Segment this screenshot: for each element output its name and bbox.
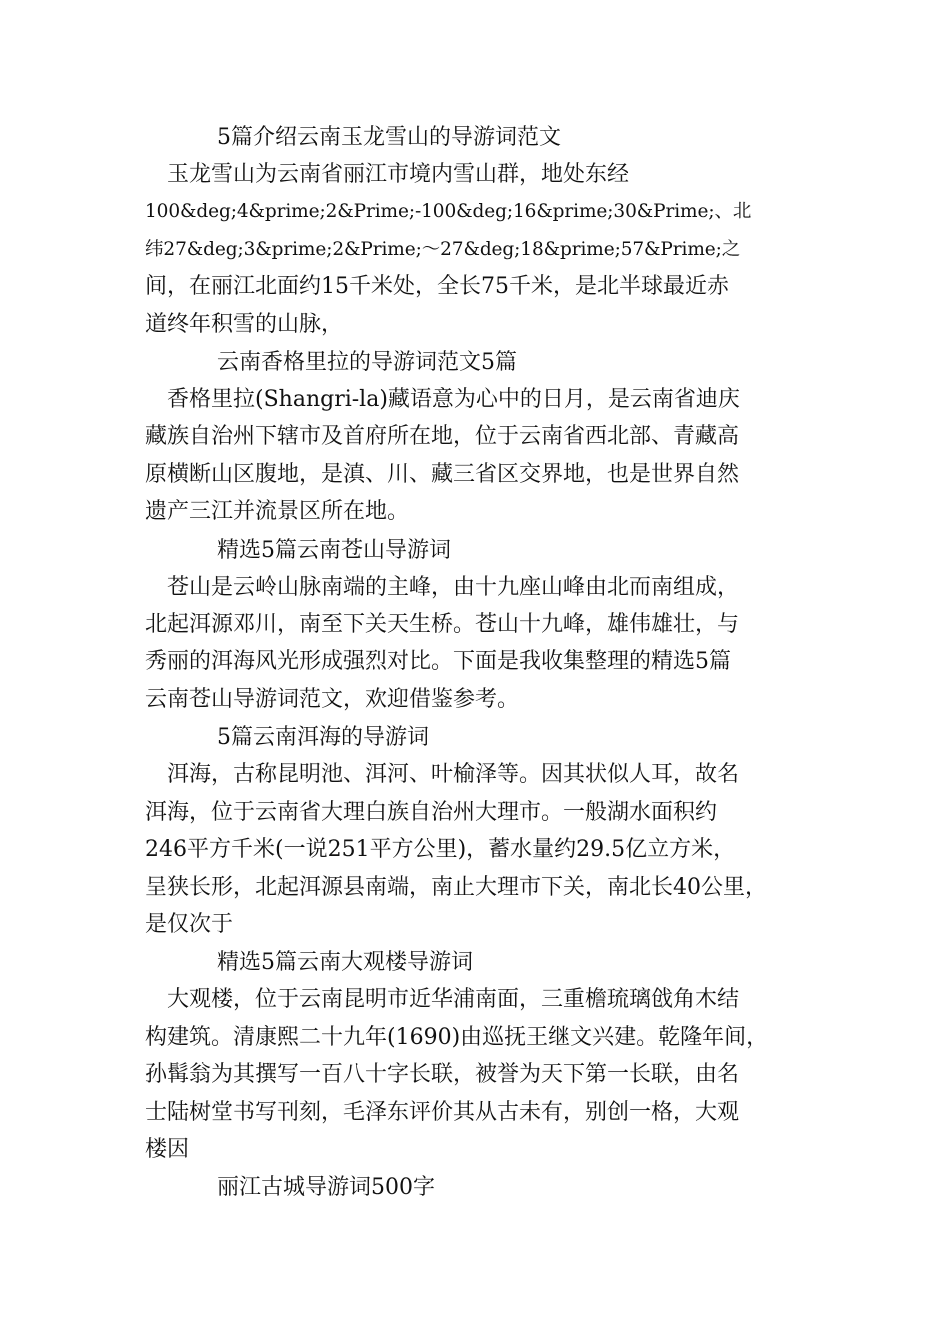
article-title[interactable]: 5篇云南洱海的导游词	[217, 725, 429, 751]
summary-line: 云南苍山导游词范文，欢迎借鉴参考。	[145, 686, 520, 712]
summary-line: 苍山是云岭山脉南端的主峰，由十九座山峰由北而南组成，	[167, 574, 740, 600]
summary-line: 洱海，古称昆明池、洱河、叶榆泽等。因其状似人耳，故名	[167, 762, 740, 788]
article-lijiang-old-town	[145, 1170, 815, 1206]
summary-line: 士陆树堂书写刊刻，毛泽东评价其从古未有，别创一格，大观	[145, 1099, 740, 1125]
document-body	[145, 120, 815, 1206]
summary-line: 秀丽的洱海风光形成强烈对比。下面是我收集整理的精选5篇	[145, 649, 731, 675]
article-title[interactable]: 丽江古城导游词500字	[217, 1175, 435, 1201]
article-cangshan	[145, 533, 815, 719]
summary-line: 楼因	[145, 1136, 190, 1162]
summary-line: 北起洱源邓川，南至下关天生桥。苍山十九峰，雄伟雄壮，与	[145, 612, 740, 638]
summary-line: 孙髯翁为其撰写一百八十字长联，被誉为天下第一长联，由名	[145, 1062, 740, 1088]
summary-line: 纬27&deg;3&prime;2&Prime;～27&deg;18&prime;57&Prime;之	[145, 238, 741, 260]
article-title[interactable]: 精选5篇云南大观楼导游词	[217, 950, 473, 976]
article-summary	[145, 569, 815, 719]
summary-line: 藏族自治州下辖市及首府所在地，位于云南省西北部、青藏高	[145, 424, 740, 450]
article-shangri-la	[145, 345, 815, 531]
summary-line: 玉龙雪山为云南省丽江市境内雪山群，地处东经	[167, 162, 630, 187]
article-daguan-tower	[145, 945, 815, 1168]
article-summary	[145, 981, 815, 1168]
article-summary	[145, 381, 815, 531]
summary-line: 呈狭长形，北起洱源县南端，南止大理市下关，南北长40公里，	[145, 874, 767, 900]
article-yulong-snow-mountain	[145, 120, 815, 343]
summary-line: 100&deg;4&prime;2&Prime;-100&deg;16&prime;30&Prime;、北	[145, 201, 752, 223]
article-title[interactable]: 5篇介绍云南玉龙雪山的导游词范文	[217, 125, 561, 150]
summary-line: 遗产三江并流景区所在地。	[145, 499, 410, 525]
summary-line: 道终年积雪的山脉，	[145, 311, 344, 337]
summary-line: 间，在丽江北面约15千米处，全长75千米，是北半球最近赤	[145, 274, 729, 300]
article-title[interactable]: 精选5篇云南苍山导游词	[217, 537, 451, 563]
summary-line: 大观楼，位于云南昆明市近华浦南面，三重檐琉璃戗角木结	[167, 987, 740, 1013]
article-erhai	[145, 720, 815, 943]
summary-line: 香格里拉(Shangri-la)藏语意为心中的日月，是云南省迪庆	[167, 387, 740, 413]
article-summary	[145, 156, 815, 343]
summary-line: 是仅次于	[145, 911, 234, 937]
summary-line: 246平方千米(一说251平方公里)，蓄水量约29.5亿立方米，	[145, 837, 736, 863]
article-summary	[145, 756, 815, 943]
summary-line: 原横断山区腹地，是滇、川、藏三省区交界地，也是世界自然	[145, 461, 740, 487]
summary-line: 洱海，位于云南省大理白族自治州大理市。一般湖水面积约	[145, 799, 718, 825]
summary-line: 构建筑。清康熙二十九年(1690)由巡抚王继文兴建。乾隆年间，	[145, 1024, 769, 1050]
article-title[interactable]: 云南香格里拉的导游词范文5篇	[217, 350, 517, 376]
